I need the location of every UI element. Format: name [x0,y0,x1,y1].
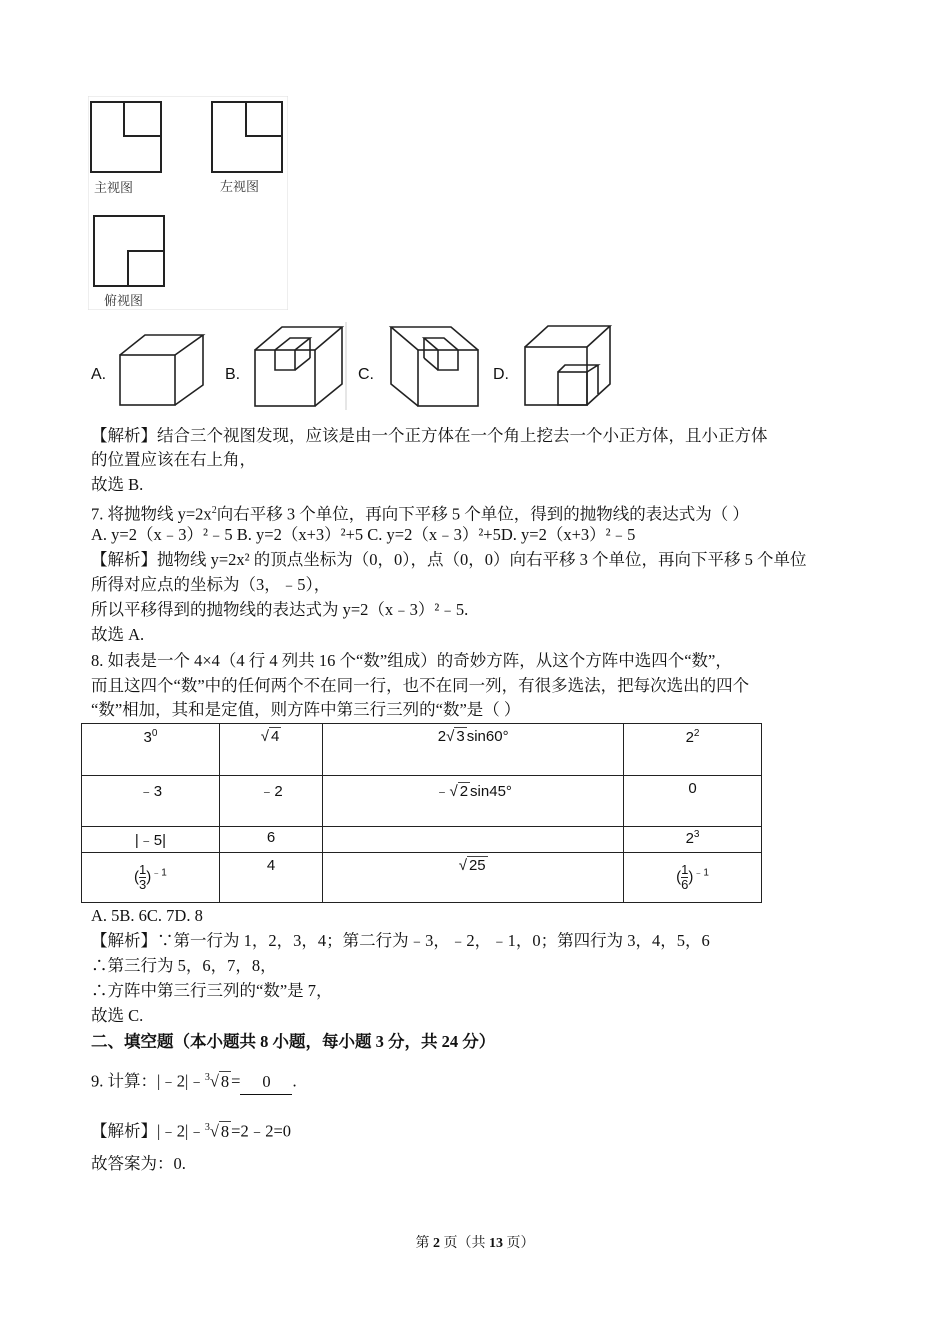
total-pages: 13 [489,1236,503,1251]
front-view [91,102,161,172]
q7-analysis-line-3: 所以平移得到的抛物线的表达式为 y=2（x﹣3）²﹣5. [91,600,469,619]
q6-option-b-figure [250,322,350,415]
cell-r2c1: ﹣3 [82,776,220,827]
cell-r1c1: $3^0$ [82,724,220,776]
cell-r3c2: 6 [219,827,322,853]
q8-analysis-line-3: ∴方阵中第三行三列的“数”是 7， [91,981,333,1000]
q7-answer: 故选 A. [91,625,145,644]
q6-option-a-figure [115,325,210,415]
q6-option-c-label: C. [358,366,374,383]
q7-analysis-line-1: 【解析】抛物线 y=2x² 的顶点坐标为（0，0），点（0，0）向右平移 3 个单位，再向下平移 5 个单位 [91,550,807,569]
left-view-label: 左视图 [220,179,260,194]
cell-r4c3: √ 25 [323,853,624,903]
q6-analysis-line-1: 【解析】结合三个视图发现，应该是由一个正方体在一个角上挖去一个小正方体，且小正方体 [91,426,768,445]
q6-option-a-label: A. [91,366,107,383]
three-views-drawing [88,96,288,310]
table-row [82,724,762,776]
section-2-title: 二、填空题（本小题共 8 小题，每小题 3 分，共 24 分） [91,1032,496,1051]
table-row [82,853,762,903]
q7-options: A. y=2（x﹣3）²﹣5 B. y=2（x+3）²+5 C. y=2（x﹣3）²+5D. y=2（x+3）²﹣5 [91,525,636,544]
cell-r3c1: |﹣5| [82,827,220,853]
top-view-label: 俯视图 [104,293,144,308]
cell-r4c2: 4 [219,853,322,903]
cell-r2c3: ﹣√ 2 sin45° [323,776,624,827]
cell-r3c4: $2^3$ [624,827,762,853]
cell-r1c2: √ 4 [219,724,322,776]
cube-d-drawing [520,322,615,410]
q8-stem-line-3: “数”相加，其和是定值，则方阵中第三行三列的“数”是（ ） [91,700,521,719]
left-view [212,102,282,172]
cube-a-drawing [115,325,210,410]
cell-r4c4: ( $\frac{1}{6}$ )$^{﹣1}$ [624,853,762,903]
cube-b-drawing [250,322,350,410]
q6-analysis-line-2: 的位置应该在右上角， [91,450,256,469]
magic-square-table [81,723,762,903]
q8-stem-line-2: 而且这四个“数”中的任何两个不在同一行，也不在同一列，有很多选法，把每次选出的四个 [91,676,750,695]
q8-analysis-line-2: ∴第三行为 5，6，7，8， [91,956,277,975]
table-row [82,827,762,853]
cell-r1c4: $2^2$ [624,724,762,776]
q8-options: A. 5B. 6C. 7D. 8 [91,906,203,925]
q7-stem-exp: 2 [211,505,217,516]
q6-answer: 故选 B. [91,475,144,494]
current-page: 2 [433,1236,440,1251]
page-footer: 第 2 页（共 13 页） [415,1236,535,1251]
front-view-label: 主视图 [94,180,134,195]
cell-r2c2: ﹣2 [219,776,322,827]
q8-stem-line-1: 8. 如表是一个 4×4（4 行 4 列共 16 个“数”组成）的奇妙方阵，从这个方阵中选四个“数”， [91,651,732,670]
q7-analysis-line-2: 所得对应点的坐标为（3，﹣5）， [91,575,331,594]
q9-analysis: 【解析】|﹣2|﹣$^3$√ 8 =2﹣2=0 [91,1121,292,1141]
q9-conclusion: 故答案为：0. [91,1154,186,1173]
q9-answer-blank: 0 [240,1070,292,1095]
top-view [94,216,164,286]
cell-r1c3: 2√ 3 sin60° [323,724,624,776]
q7-stem-pre: 7. 将抛物线 y=2x [91,504,212,524]
q7-stem-post: 向右平移 3 个单位，再向下平移 5 个单位，得到的抛物线的表达式为（ ） [216,504,749,524]
q8-answer: 故选 C. [91,1006,144,1025]
q6-option-c-figure [386,322,486,415]
q6-option-d-figure [520,322,615,415]
table-row [82,776,762,827]
q9-stem: 9. 计算：|﹣2|﹣$^3$√ 8 = 0 . [91,1066,297,1095]
cell-r4c1: ( $\frac{1}{3}$ )$^{﹣1}$ [82,853,220,903]
cell-r3c3 [323,827,624,853]
q6-option-b-label: B. [225,366,241,383]
cube-c-drawing [386,322,486,410]
cell-r2c4: 0 [624,776,762,827]
q6-option-d-label: D. [493,366,509,383]
q8-analysis-line-1: 【解析】∵第一行为 1，2，3，4；第二行为﹣3，﹣2，﹣1，0；第四行为 3，4，5，6 [91,931,710,950]
three-views-figure [88,96,288,310]
